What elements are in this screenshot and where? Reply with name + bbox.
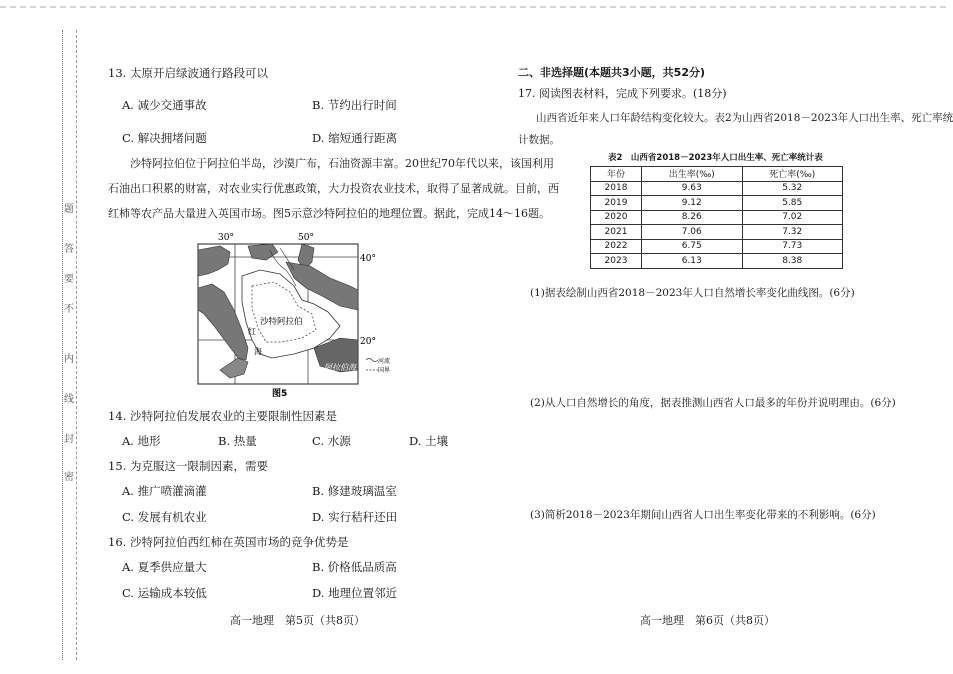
q15-stem: 15. 为克服这一限制因素，需要 — [108, 459, 268, 473]
table-header-row — [591, 167, 843, 182]
land-mass-horn — [220, 358, 248, 378]
table-title: 表2 山西省2018－2023年人口出生率、死亡率统计表 — [608, 153, 823, 163]
binding-line-dotted — [62, 30, 63, 660]
table-cell-birth-rate: 7.06 — [642, 225, 743, 240]
table-row — [591, 181, 843, 196]
table-cell-birth-rate: 9.12 — [642, 196, 743, 211]
table-cell-birth-rate: 9.63 — [642, 181, 743, 196]
saudi-map-figure — [190, 230, 391, 400]
table-row — [591, 254, 843, 269]
q13-option-c: C. 解决拥堵问题 — [122, 131, 207, 145]
q17-intro-line-1: 山西省近年来人口年龄结构变化较大。表2为山西省2018－2023年人口出生率、死亡率统 — [536, 112, 953, 124]
table-header-year: 年份 — [591, 167, 642, 182]
table-cell-year: 2021 — [591, 225, 642, 240]
section-heading: 二、非选择题(本题共3小题，共52分) — [518, 66, 706, 79]
table-row — [591, 225, 843, 240]
q16-option-b: B. 价格低品质高 — [312, 560, 397, 574]
table-cell-year: 2023 — [591, 254, 642, 269]
q15-option-d: D. 实行秸秆还田 — [312, 510, 398, 524]
binding-char: 密 — [64, 472, 74, 483]
q15-option-b: B. 修建玻璃温室 — [312, 484, 397, 498]
table-cell-year: 2022 — [591, 239, 642, 254]
table-row — [591, 196, 843, 211]
passage-line-2: 石油出口积累的财富，对农业实行优惠政策，大力投资农业技术，取得了显著成就。目前，西 — [108, 182, 559, 195]
map-caption: 图5 — [272, 389, 288, 399]
q16-option-c: C. 运输成本较低 — [122, 586, 207, 600]
birth-death-rate-table — [590, 166, 843, 269]
table-cell-year: 2018 — [591, 181, 642, 196]
left-page-footer: 高一地理 第5页（共8页） — [230, 614, 365, 627]
table-header-birth-rate: 出生率(‰) — [642, 167, 743, 182]
binding-char: 题 — [64, 204, 74, 215]
q14-option-b: B. 热量 — [218, 434, 257, 448]
binding-char: 线 — [64, 394, 74, 405]
river-tigris — [280, 248, 294, 270]
legend-border-label: 国界 — [378, 367, 391, 374]
binding-char: 答 — [64, 244, 74, 255]
right-page-footer: 高一地理 第6页（共8页） — [640, 614, 775, 627]
table-cell-birth-rate: 6.75 — [642, 239, 743, 254]
q13-stem: 13. 太原开启绿波通行路段可以 — [108, 66, 268, 80]
q15-option-c: C. 发展有机农业 — [122, 510, 207, 524]
table-cell-death-rate: 7.02 — [742, 210, 843, 225]
sea-label-red-2: 海 — [254, 347, 262, 356]
q16-stem: 16. 沙特阿拉伯西红柿在英国市场的竞争优势是 — [108, 535, 349, 549]
table-cell-death-rate: 5.85 — [742, 196, 843, 211]
q14-stem: 14. 沙特阿拉伯发展农业的主要限制性因素是 — [108, 409, 337, 423]
q16-option-a: A. 夏季供应量大 — [122, 560, 207, 574]
q17-sub1: (1)据表绘制山西省2018－2023年人口自然增长率变化曲线图。(6分) — [530, 287, 855, 299]
q14-option-d: D. 土壤 — [409, 434, 449, 448]
country-label-saudi: 沙特阿拉伯 — [260, 317, 303, 327]
table-cell-death-rate: 5.32 — [742, 181, 843, 196]
table-row — [591, 210, 843, 225]
binding-char: 内 — [64, 354, 74, 365]
binding-line-dashed — [76, 30, 77, 660]
lon-label-30: 30° — [218, 233, 234, 243]
binding-char: 不 — [64, 304, 74, 315]
binding-char: 封 — [64, 434, 74, 445]
land-mass-africa — [198, 284, 248, 360]
table-cell-death-rate: 7.32 — [742, 225, 843, 240]
sea-label-red-1: 红 — [248, 327, 256, 336]
table-cell-year: 2020 — [591, 210, 642, 225]
scan-top-edge — [0, 6, 950, 8]
table-cell-death-rate: 7.73 — [742, 239, 843, 254]
lon-label-50: 50° — [298, 233, 314, 243]
land-mass-northwest — [198, 246, 230, 276]
table-cell-year: 2019 — [591, 196, 642, 211]
q15-option-a: A. 推广喷灌滴灌 — [122, 484, 207, 498]
lat-label-20: 20° — [360, 337, 376, 347]
q17-intro-line-2: 计数据。 — [518, 134, 560, 146]
q17-sub3: (3)简析2018－2023年期间山西省人口出生率变化带来的不利影响。(6分) — [530, 509, 876, 521]
table-cell-birth-rate: 8.26 — [642, 210, 743, 225]
q16-option-d: D. 地理位置邻近 — [312, 586, 398, 600]
q14-option-c: C. 水源 — [312, 434, 351, 448]
q13-option-d: D. 缩短通行距离 — [312, 131, 398, 145]
sea-label-arabian: 阿拉伯海 — [324, 363, 356, 372]
passage-line-1: 沙特阿拉伯位于阿拉伯半岛，沙漠广布，石油资源丰富。20世纪70年代以来，该国利用 — [130, 157, 554, 170]
q14-option-a: A. 地形 — [122, 434, 161, 448]
legend-river-symbol — [366, 359, 378, 362]
land-mass-anatolia — [248, 244, 278, 260]
legend-river-label: 河流 — [378, 358, 391, 365]
q17-sub2: (2)从人口自然增长的角度，据表推测山西省人口最多的年份并说明理由。(6分) — [530, 397, 896, 409]
q13-option-b: B. 节约出行时间 — [312, 98, 397, 112]
passage-line-3: 红柿等农产品大量进入英国市场。图5示意沙特阿拉伯的地理位置。据此，完成14～16题。 — [108, 207, 550, 220]
table-header-death-rate: 死亡率(‰) — [742, 167, 843, 182]
table-row — [591, 239, 843, 254]
table-cell-death-rate: 8.38 — [742, 254, 843, 269]
q13-option-a: A. 减少交通事故 — [122, 98, 207, 112]
binding-char: 要 — [64, 274, 74, 285]
lat-label-40: 40° — [360, 254, 376, 264]
q17-stem: 17. 阅读图表材料，完成下列要求。(18分) — [518, 87, 727, 100]
table-cell-birth-rate: 6.13 — [642, 254, 743, 269]
